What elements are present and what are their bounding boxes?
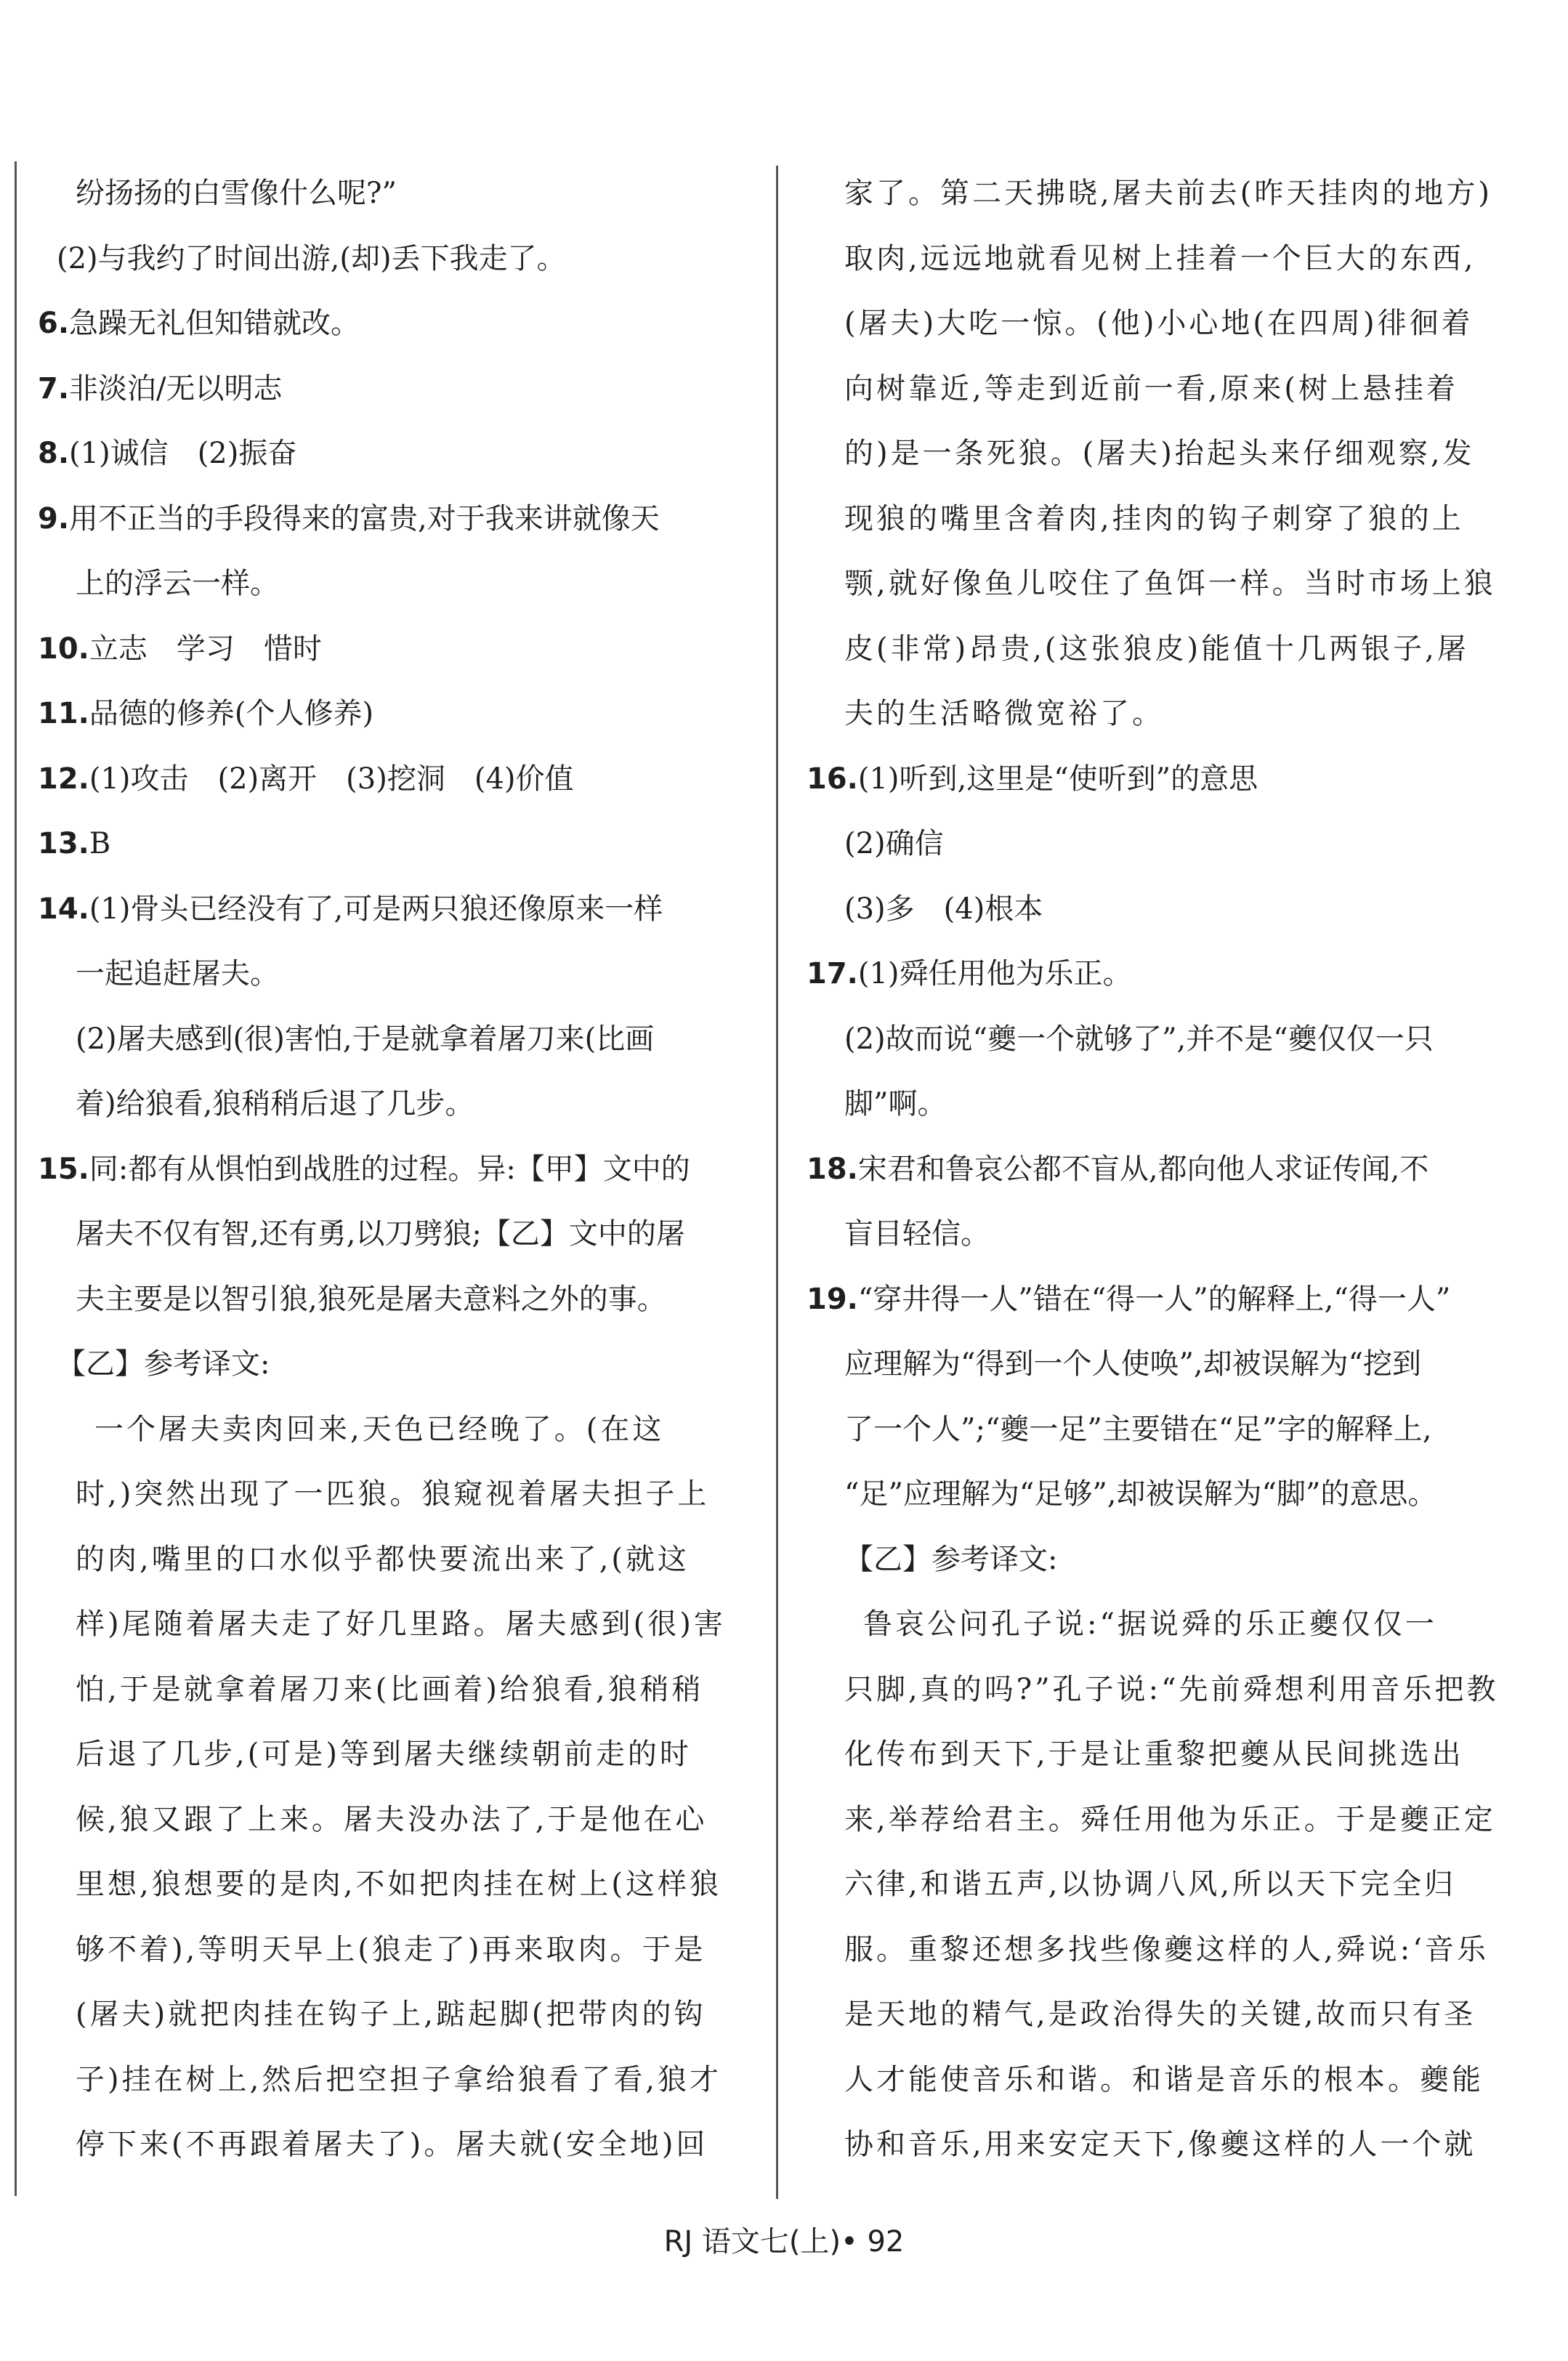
line-text: 六律,和谐五声,以协调八风,所以天下完全归 (844, 1868, 1457, 1901)
question-number: 11. (38, 697, 89, 730)
text-line (807, 2048, 1533, 2113)
text-line (807, 1072, 1533, 1137)
text-line (38, 1658, 757, 1723)
text-line (807, 2112, 1533, 2178)
line-text: (2)确信 (844, 827, 944, 860)
text-line (38, 227, 757, 292)
line-text: 一起追赶屠夫。 (76, 957, 279, 990)
line-text: (1)舜任用他为乐正。 (857, 957, 1132, 990)
text-line (807, 1332, 1533, 1397)
question-number: 7. (38, 371, 70, 405)
page-footer: RJ 语文七(上)• 92 (663, 2225, 905, 2259)
line-text: (1)诚信 (2)振奋 (69, 437, 297, 470)
line-text: 取肉,远远地就看见树上挂着一个巨大的东西, (844, 241, 1476, 275)
text-line (807, 487, 1533, 552)
line-text: 品德的修养(个人修养) (89, 697, 374, 730)
text-line (807, 421, 1533, 487)
text-line (38, 1918, 757, 1983)
question-number: 15. (38, 1152, 89, 1186)
text-line (38, 1397, 757, 1463)
text-line (38, 1137, 757, 1203)
line-text: (2)屠夫感到(很)害怕,于是就拿着屠刀来(比画 (76, 1022, 655, 1056)
text-line (38, 1722, 757, 1788)
text-line (807, 1202, 1533, 1267)
text-line (38, 1462, 757, 1527)
left-column (38, 161, 757, 2178)
line-text: 候,狼又跟了上来。屠夫没办法了,于是他在心 (76, 1802, 708, 1836)
line-text: 的肉,嘴里的口水似乎都快要流出来了,(就这 (76, 1542, 690, 1576)
text-line (38, 1982, 757, 2048)
text-line (807, 357, 1533, 422)
line-text: 夫的生活略微宽裕了。 (844, 697, 1164, 730)
text-line (38, 942, 757, 1007)
line-text: 服。重黎还想多找些像夔这样的人,舜说:‘音乐 (844, 1932, 1489, 1966)
line-text: 向树靠近,等走到近前一看,原来(树上悬挂着 (844, 371, 1459, 405)
text-line (38, 1852, 757, 1918)
line-text: 纷扬扬的白雪像什么呢?” (76, 177, 397, 210)
line-text: 用不正当的手段得来的富贵,对于我来讲就像天 (69, 501, 660, 536)
text-line (38, 552, 757, 617)
question-number: 12. (38, 762, 89, 796)
line-text: 了一个人”;“夔一足”主要错在“足”字的解释上, (844, 1412, 1432, 1446)
line-text: 【乙】参考译文: (844, 1542, 1058, 1576)
line-text: (1)听到,这里是“使听到”的意思 (857, 762, 1258, 796)
line-text: 同:都有从惧怕到战胜的过程。异:【甲】文中的 (89, 1152, 690, 1186)
line-text: (2)故而说“夔一个就够了”,并不是“夔仅仅一只 (844, 1022, 1434, 1056)
line-text: 家了。第二天拂晓,屠夫前去(昨天挂肉的地方) (844, 177, 1492, 210)
text-line (807, 1462, 1533, 1527)
line-text: 颚,就好像鱼儿咬住了鱼饵一样。当时市场上狼 (844, 567, 1496, 600)
text-line (807, 161, 1533, 227)
line-text: 【乙】参考译文: (57, 1347, 270, 1381)
text-line (38, 812, 757, 877)
line-text: 里想,狼想要的是肉,不如把肉挂在树上(这样狼 (76, 1868, 722, 1901)
text-line (38, 1007, 757, 1073)
line-text: 停下来(不再跟着屠夫了)。屠夫就(安全地)回 (76, 2128, 708, 2161)
line-text: (屠夫)大吃一惊。(他)小心地(在四周)徘徊着 (844, 307, 1474, 340)
question-number: 9. (38, 501, 70, 536)
line-text: 协和音乐,用来安定天下,像夔这样的人一个就 (844, 2128, 1476, 2161)
question-number: 14. (38, 892, 89, 926)
line-text: 非淡泊/无以明志 (69, 371, 283, 405)
line-text: 夫主要是以智引狼,狼死是屠夫意料之外的事。 (76, 1282, 666, 1316)
text-line (38, 1332, 757, 1397)
text-line (807, 1137, 1533, 1203)
line-text: 后退了几步,(可是)等到屠夫继续朝前走的时 (76, 1738, 692, 1771)
text-line (38, 747, 757, 812)
line-text: 现狼的嘴里含着肉,挂肉的钩子刺穿了狼的上 (844, 501, 1464, 536)
text-line (807, 1852, 1533, 1918)
text-line (38, 421, 757, 487)
question-number: 16. (807, 762, 858, 796)
line-text: 屠夫不仅有智,还有勇,以刀劈狼;【乙】文中的屠 (76, 1217, 685, 1251)
line-text: 够不着),等明天早上(狼走了)再来取肉。于是 (76, 1932, 706, 1966)
line-text: (1)攻击 (2)离开 (3)挖洞 (4)价值 (89, 762, 574, 796)
line-text: 盲目轻信。 (844, 1217, 990, 1251)
text-line (38, 682, 757, 747)
text-line (807, 1267, 1533, 1333)
text-line (807, 1918, 1533, 1983)
text-line (807, 291, 1533, 357)
line-text: “穿井得一人”错在“得一人”的解释上,“得一人” (857, 1282, 1451, 1316)
left-margin-rule (15, 161, 17, 2196)
line-text: 时,)突然出现了一匹狼。狼窥视着屠夫担子上 (76, 1477, 710, 1511)
text-line (38, 1788, 757, 1853)
question-number: 19. (807, 1282, 858, 1316)
text-line (807, 747, 1533, 812)
line-text: 立志 学习 惜时 (89, 631, 322, 666)
line-text: (3)多 (4)根本 (844, 892, 1043, 926)
text-line (38, 487, 757, 552)
question-number: 17. (807, 957, 858, 990)
text-line (807, 552, 1533, 617)
text-line (807, 1722, 1533, 1788)
line-text: 只脚,真的吗?”孔子说:“先前舜想利用音乐把教 (844, 1672, 1499, 1706)
question-number: 10. (38, 631, 89, 666)
text-line (807, 1658, 1533, 1723)
text-line (38, 617, 757, 682)
text-line (807, 942, 1533, 1007)
text-line (807, 812, 1533, 877)
text-line (807, 1982, 1533, 2048)
column-divider (776, 166, 778, 2199)
text-line (807, 1527, 1533, 1593)
line-text: 应理解为“得到一个人使唤”,却被误解为“挖到 (844, 1347, 1422, 1381)
text-line (38, 1072, 757, 1137)
line-text: 化传布到天下,于是让重黎把夔从民间挑选出 (844, 1738, 1464, 1771)
text-line (807, 1397, 1533, 1463)
text-line (38, 1267, 757, 1333)
line-text: 一个屠夫卖肉回来,天色已经晚了。(在这 (94, 1412, 665, 1446)
line-text: 人才能使音乐和谐。和谐是音乐的根本。夔能 (844, 2062, 1484, 2096)
text-line (807, 1007, 1533, 1073)
line-text: 宋君和鲁哀公都不盲从,都向他人求证传闻,不 (857, 1152, 1429, 1186)
text-line (38, 1202, 757, 1267)
text-line (807, 227, 1533, 292)
text-line (38, 1527, 757, 1593)
text-line (38, 877, 757, 943)
text-line (807, 877, 1533, 943)
line-text: 急躁无礼但知错就改。 (69, 307, 360, 340)
question-number: 18. (807, 1152, 858, 1186)
question-number: 13. (38, 827, 89, 860)
line-text: 皮(非常)昂贵,(这张狼皮)能值十几两银子,屠 (844, 631, 1469, 666)
line-text: 脚”啊。 (844, 1087, 947, 1121)
line-text: 鲁哀公问孔子说:“据说舜的乐正夔仅仅一 (863, 1607, 1437, 1641)
line-text: (1)骨头已经没有了,可是两只狼还像原来一样 (89, 892, 663, 926)
line-text: 来,举荐给君主。舜任用他为乐正。于是夔正定 (844, 1802, 1496, 1836)
line-text: 怕,于是就拿着屠刀来(比画着)给狼看,狼稍稍 (76, 1672, 704, 1706)
right-column (807, 161, 1533, 2178)
text-line (807, 1788, 1533, 1853)
text-line (38, 161, 757, 227)
line-text: “足”应理解为“足够”,却被误解为“脚”的意思。 (844, 1477, 1437, 1511)
text-line (807, 682, 1533, 747)
line-text: 样)尾随着屠夫走了好几里路。屠夫感到(很)害 (76, 1607, 726, 1641)
line-text: (屠夫)就把肉挂在钩子上,踮起脚(把带肉的钩 (76, 1998, 706, 2031)
line-text: B (89, 827, 111, 860)
line-text: 的)是一条死狼。(屠夫)抬起头来仔细观察,发 (844, 437, 1475, 470)
text-line (38, 357, 757, 422)
text-line (807, 1592, 1533, 1658)
text-line (38, 1592, 757, 1658)
line-text: 上的浮云一样。 (76, 567, 279, 600)
question-number: 8. (38, 437, 70, 470)
text-line (38, 291, 757, 357)
text-line (38, 2048, 757, 2113)
line-text: 是天地的精气,是政治得失的关键,故而只有圣 (844, 1998, 1476, 2031)
line-text: 子)挂在树上,然后把空担子拿给狼看了看,狼才 (76, 2062, 722, 2096)
text-line (38, 2112, 757, 2178)
line-text: (2)与我约了时间出游,(却)丢下我走了。 (57, 241, 566, 275)
line-text: 着)给狼看,狼稍稍后退了几步。 (76, 1087, 474, 1121)
text-line (807, 617, 1533, 682)
question-number: 6. (38, 307, 70, 340)
